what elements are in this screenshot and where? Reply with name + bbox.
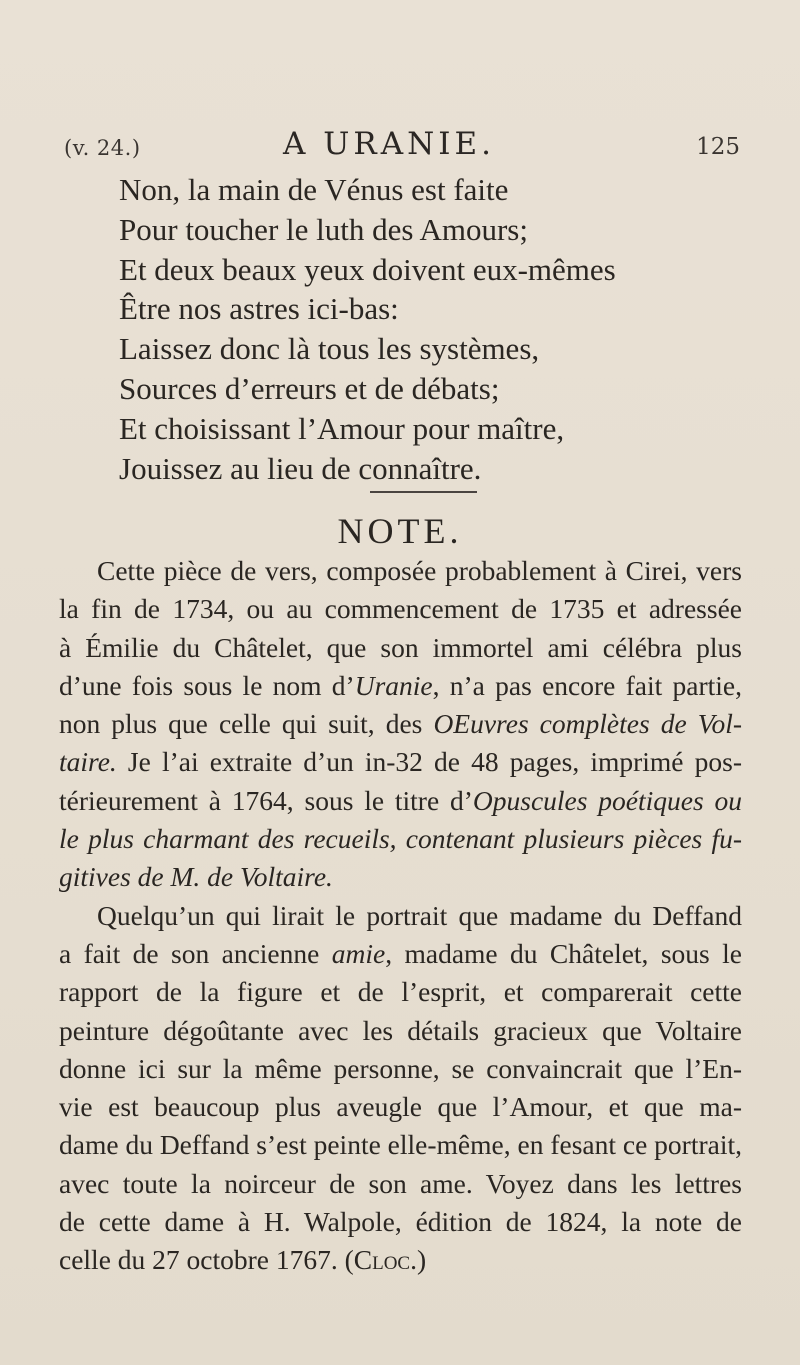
note-line: non plus que celle qui suit, des OEuvres complètes de Vol- [59,708,742,740]
section-divider [370,491,477,493]
note-line: la fin de 1734, ou au commencement de 1735 et adressée [59,593,742,625]
poem-line: Et choisissant l’Amour pour maître, [119,410,565,446]
note-heading: NOTE. [337,511,463,551]
note-line: Quelqu’un qui lirait le portrait que madame du Deffand [97,899,742,931]
note-line: rapport de la figure et de l’esprit, et comparerait cette [59,976,742,1008]
note-body [59,552,742,1280]
verse-reference: (v. 24.) [64,136,141,160]
author-signature: Cloc. [353,1244,417,1276]
uranie-italic: Uranie [354,669,433,701]
work-title-italic: OEuvres complètes de Vol- [433,708,742,740]
note-line: de cette dame à H. Walpole, édition de 1824, la note de [59,1206,742,1238]
note-line: d’une fois sous le nom d’Uranie, n’a pas encore fait partie, [59,669,742,701]
work-title-italic: taire. [59,746,117,778]
note-line: Cette pièce de vers, composée probablement à Cirei, vers [97,555,742,586]
poem-line: Jouissez au lieu de connaître. [119,450,482,486]
note-line: avec toute la noirceur de son ame. Voyez dans les lettres [59,1167,742,1199]
poem-line: Et deux beaux yeux doivent eux-mêmes [119,251,616,287]
note-line: dame du Deffand s’est peinte elle-même, en fesant ce portrait, [59,1129,742,1161]
note-line: vie est beaucoup plus aveugle que l’Amour, et que ma- [59,1091,742,1123]
poem-line: Être nos astres ici-bas: [119,291,399,327]
poem-line: Non, la main de Vénus est faite [119,172,509,207]
running-head [58,126,740,166]
note-line: peinture dégoûtante avec les détails gracieux que Voltaire [59,1014,742,1046]
page-number: 125 [696,134,740,160]
note-line: taire. Je l’ai extraite d’un in-32 de 48 pages, imprimé pos- [59,746,742,778]
note-line: gitives de M. de Voltaire. [59,861,333,893]
note-line: donne ici sur la même personne, se convaincrait que l’En- [59,1052,742,1084]
page-title: A URANIE. [283,126,495,162]
note-line: térieurement à 1764, sous le titre d’Opuscules poétiques ou [59,784,742,816]
note-line: le plus charmant des recueils, contenant plusieurs pièces fu- [59,823,742,855]
poem-line: Sources d’erreurs et de débats; [119,370,500,406]
poem-line: Pour toucher le luth des Amours; [119,211,528,247]
note-line: à Émilie du Châtelet, que son immortel ami célébra plus [59,631,742,663]
poem-line: Laissez donc là tous les systèmes, [119,331,540,367]
note-line: a fait de son ancienne amie, madame du Châtelet, sous le [59,937,742,969]
amie-italic: amie [331,937,386,969]
work-title-italic: Opuscules poétiques ou [472,784,742,816]
poem [119,170,759,488]
note-line: celle du 27 octobre 1767. (Cloc.) [59,1244,427,1276]
